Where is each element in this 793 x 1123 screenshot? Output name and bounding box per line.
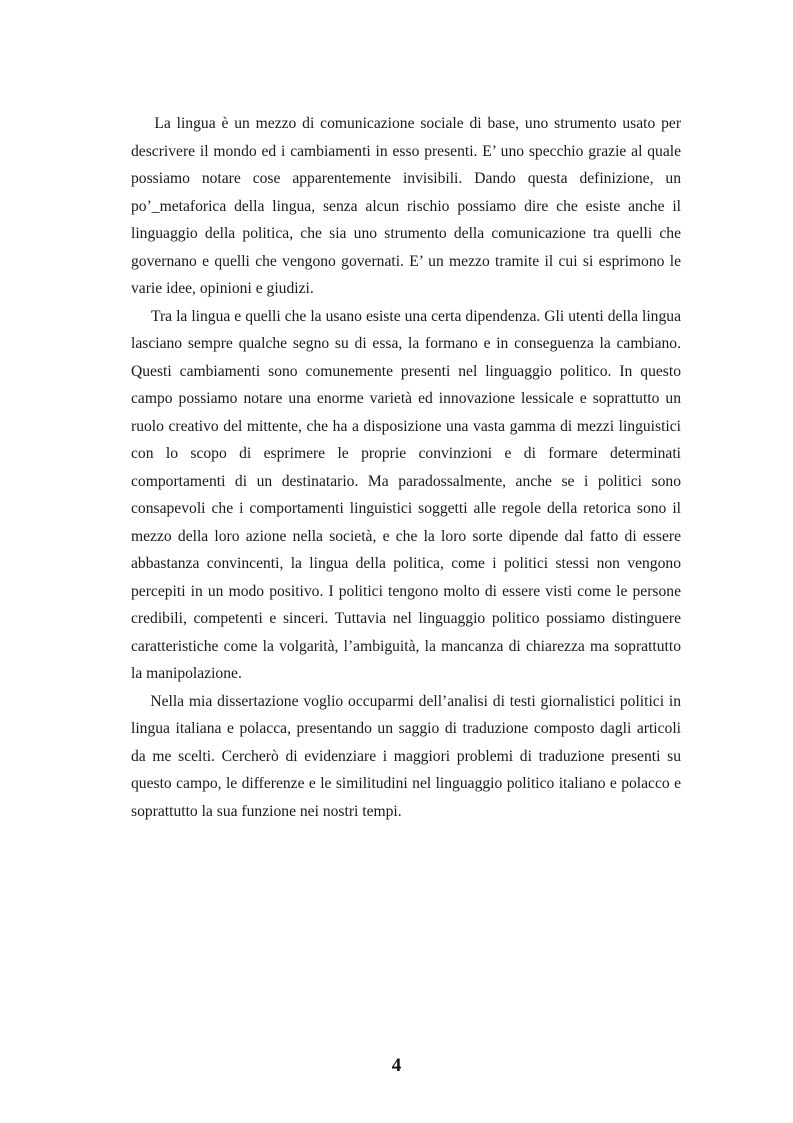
paragraph-dissertation-aim: Nella mia dissertazione voglio occuparmi dell’analisi di testi giornalistici politici in lingua italiana e polacca, presentando un saggio di traduzione composto dagli articoli da me scelti. Cercherò di evidenziare i maggiori problemi di traduzione presenti su questo campo, le differenze e le similitudini nel linguaggio politico italiano e polacco e soprattutto la sua funzione nei nostri tempi. — [131, 692, 685, 820]
paragraph-language-and-users: Tra la lingua e quelli che la usano esiste una certa dipendenza. Gli utenti della lingua lasciano sempre qualche segno su di essa, la formano e in conseguenza la cambiano. Questi cambiamenti sono comunemente presenti nel linguaggio politico. In questo campo possiamo notare una enorme varietà ed innovazione lessicale e soprattutto un ruolo creativo del mittente, che ha a disposizione una vasta gamma di mezzi linguistici con lo scopo di esprimere le proprie convinzioni e di formare determinati comportamenti di un destinatario. Ma paradossalmente, anche se i politici sono consapevoli che i comportamenti linguistici soggetti alle regole della retorica sono il mezzo della loro azione nella società, e che la loro sorte dipende dal fatto di essere abbastanza convincenti, la lingua della politica, come i politici stessi non vengono percepiti in un modo positivo. I politici tengono molto di essere visti come le persone credibili, competenti e sinceri. Tuttavia nel linguaggio politico possiamo distinguere caratteristiche come la volgarità, l’ambiguità, la mancanza di chiarezza ma soprattutto la manipolazione. — [131, 307, 685, 682]
page-number: 4 — [391, 1055, 402, 1076]
paragraph-introduction: La lingua è un mezzo di comunicazione sociale di base, uno strumento usato per descrivere il mondo ed i cambiamenti in esso presenti. E’ uno specchio grazie al quale possiamo notare cose apparentemente invisibili. Dando questa definizione, un po’_metaforica della lingua, senza alcun rischio possiamo dire che esiste anche il linguaggio della politica, che sia uno strumento della comunicazione tra quelli che governano e quelli che vengono governati. E’ un mezzo tramite il cui si esprimono le varie idee, opinioni e giudizi. — [131, 115, 685, 297]
body-text — [131, 110, 685, 825]
